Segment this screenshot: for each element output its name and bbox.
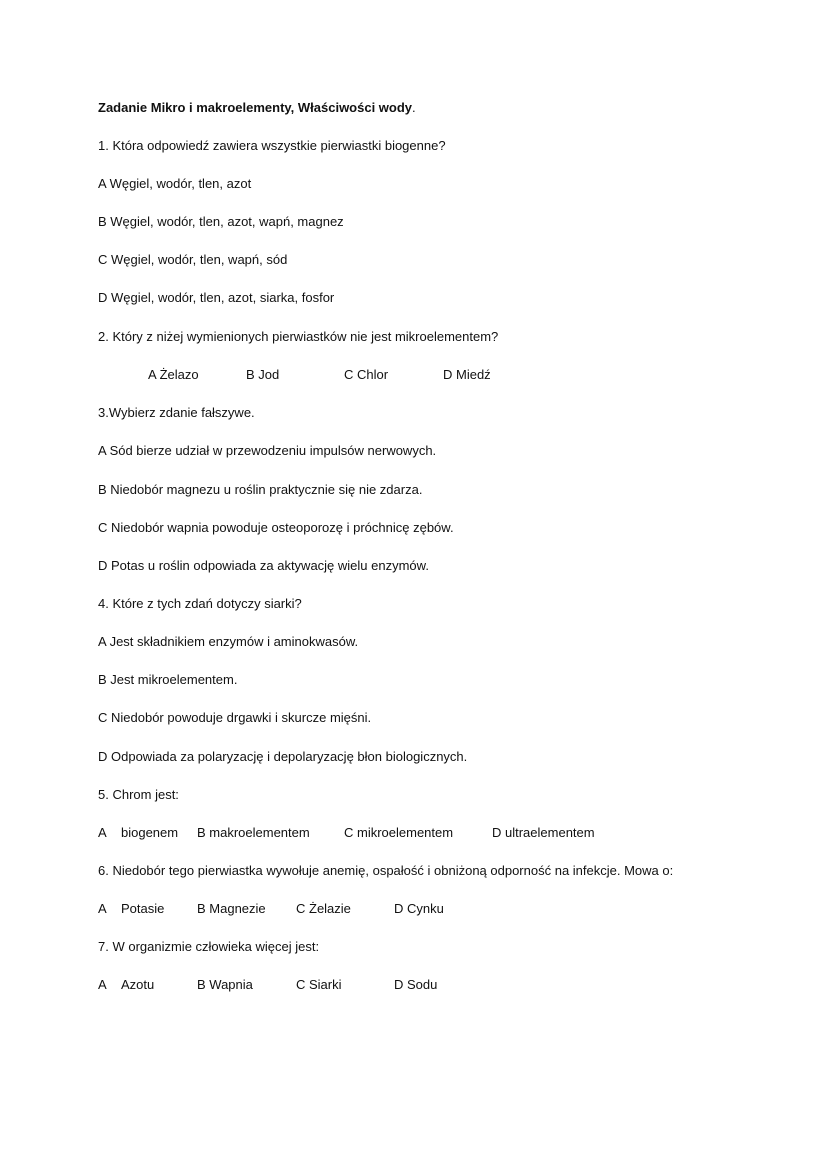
q5-option-b: B makroelementem	[197, 825, 310, 840]
q4-option-c: C Niedobór powoduje drgawki i skurcze mięśni.	[98, 710, 372, 725]
q3-option-a: A Sód bierze udział w przewodzeniu impulsów nerwowych.	[98, 443, 437, 458]
q4-option-a: A Jest składnikiem enzymów i aminokwasów.	[98, 634, 359, 649]
question-2: 2. Który z niżej wymienionych pierwiastków nie jest mikroelementem?	[98, 329, 499, 344]
question-5: 5. Chrom jest:	[98, 787, 179, 802]
q5-option-d: D ultraelementem	[492, 825, 595, 840]
q7-option-d: D Sodu	[394, 977, 438, 992]
question-6: 6. Niedobór tego pierwiastka wywołuje anemię, ospałość i obniżoną odporność na infekcje. Mowa o:	[98, 863, 674, 878]
q1-option-a: A Węgiel, wodór, tlen, azot	[98, 176, 252, 191]
q6-option-a: Potasie	[121, 901, 165, 916]
question-7: 7. W organizmie człowieka więcej jest:	[98, 939, 320, 954]
q7-option-a: Azotu	[121, 977, 155, 992]
q6-option-c: C Żelazie	[296, 901, 351, 916]
q1-option-c: C Węgiel, wodór, tlen, wapń, sód	[98, 252, 288, 267]
q4-option-d: D Odpowiada za polaryzację i depolaryzację błon biologicznych.	[98, 749, 468, 764]
q3-option-d: D Potas u roślin odpowiada za aktywację wielu enzymów.	[98, 558, 429, 573]
title-text: Zadanie Mikro i makroelementy, Właściwości wody	[98, 100, 413, 115]
title-period: .	[412, 100, 416, 115]
q2-option-c: C Chlor	[344, 367, 389, 382]
question-4: 4. Które z tych zdań dotyczy siarki?	[98, 596, 302, 611]
q7-option-b: B Wapnia	[197, 977, 253, 992]
question-1: 1. Która odpowiedź zawiera wszystkie pierwiastki biogenne?	[98, 138, 446, 153]
q6-option-d: D Cynku	[394, 901, 444, 916]
q6-option-a-letter: A	[98, 901, 107, 916]
q6-option-b: B Magnezie	[197, 901, 266, 916]
q4-option-b: B Jest mikroelementem.	[98, 672, 238, 687]
q2-option-a: A Żelazo	[148, 367, 199, 382]
q5-option-c: C mikroelementem	[344, 825, 454, 840]
q3-option-c: C Niedobór wapnia powoduje osteoporozę i próchnicę zębów.	[98, 520, 454, 535]
q7-option-c: C Siarki	[296, 977, 342, 992]
q3-option-b: B Niedobór magnezu u roślin praktycznie się nie zdarza.	[98, 482, 423, 497]
document-title	[98, 100, 416, 116]
q7-option-a-letter: A	[98, 977, 107, 992]
q5-option-a-letter: A	[98, 825, 107, 840]
q5-option-a: biogenem	[121, 825, 179, 840]
q1-option-d: D Węgiel, wodór, tlen, azot, siarka, fosfor	[98, 290, 335, 305]
q2-option-d: D Miedź	[443, 367, 491, 382]
q1-option-b: B Węgiel, wodór, tlen, azot, wapń, magnez	[98, 214, 344, 229]
q2-option-b: B Jod	[246, 367, 280, 382]
question-3: 3.Wybierz zdanie fałszywe.	[98, 405, 255, 420]
